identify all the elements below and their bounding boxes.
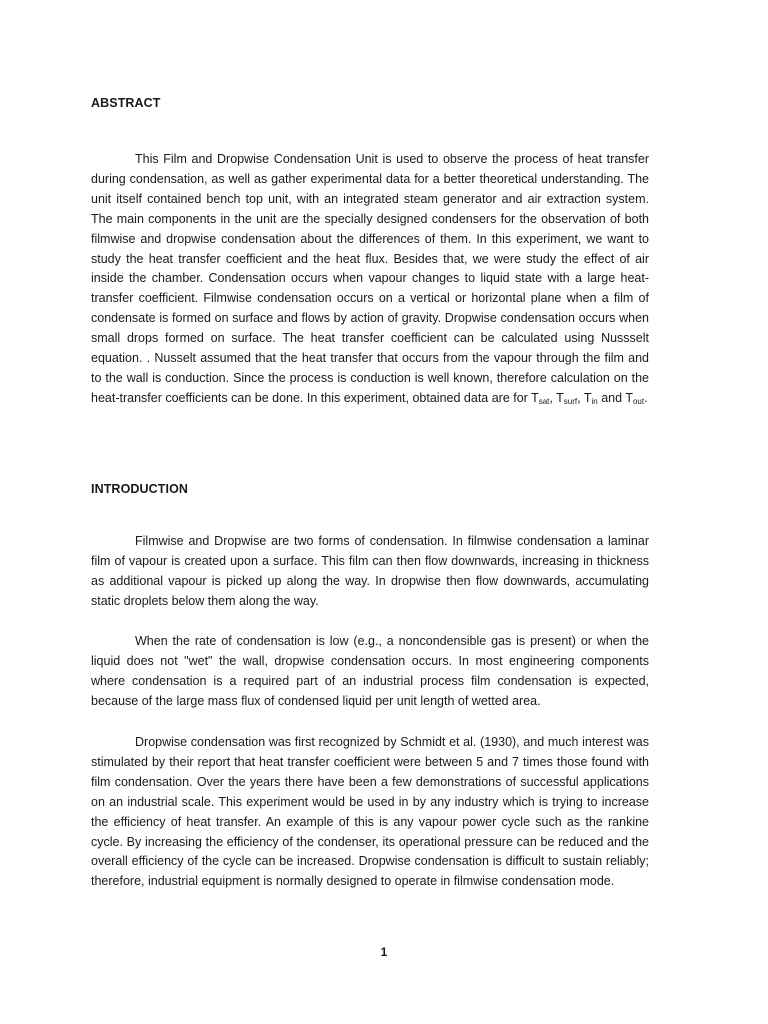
introduction-paragraph-1: Filmwise and Dropwise are two forms of condensation. In filmwise condensation a laminar film of vapour is created upon a surface. This film can then flow downwards, increasing in thickness as additional vapour is picked up along the way. In dropwise then flow downwards, accumulating static droplets below them along the way. — [91, 534, 649, 608]
abstract-heading: ABSTRACT — [91, 96, 161, 110]
variable-t-in: $T_{in}$ and — [583, 390, 626, 406]
abstract-paragraph — [91, 150, 649, 409]
variable-t-out: $T_{out}$. — [625, 390, 648, 406]
introduction-paragraph-2: When the rate of condensation is low (e.g., a noncondensible gas is present) or when the liquid does not "wet" the wall, dropwise condensation occurs. In most engineering components where condensation is a required part of an industrial process film condensation is expected, because of the large mass flux of condensed liquid per unit length of wetted area. — [91, 634, 649, 708]
variable-t-surf: $T_{surf}$, — [556, 390, 584, 406]
introduction-paragraph-3: Dropwise condensation was first recognized by Schmidt et al. (1930), and much interest was stimulated by their report that heat transfer coefficient were between 5 and 7 times those found with film condensation. Over the years there have been a few demonstrations of successful applications on an industrial scale. This experiment would be used in by any industry which is trying to increase the efficiency of heat transfer. An example of this is any vapour power cycle such as the rankine cycle. By increasing the efficiency of the condenser, its operational pressure can be reduced and the overall efficiency of the cycle can be increased. Dropwise condensation is difficult to sustain reliably; therefore, industrial equipment is normally designed to operate in filmwise condensation mode. — [91, 735, 649, 889]
page-number: 1 — [380, 945, 388, 959]
abstract-body-text: This Film and Dropwise Condensation Unit is used to observe the process of heat transfer during condensation, as well as gather experimental data for a better theoretical understanding. The unit itself contained bench top unit, with an integrated steam generator and air extraction system. The main components in the unit are the specially designed condensers for the observation of both filmwise and dropwise condensation about the differences of them. In this experiment, we want to study the heat transfer coefficient and the heat flux. Besides that, we were study the effect of air inside the chamber. Condensation occurs when vapour changes to liquid state with a large heat-transfer coefficient. Filmwise condensation occurs on a vertical or horizontal plane when a film of condensate is formed on surface and flows by action of gravity. Dropwise condensation occurs when small drops formed on surface. The heat transfer coefficient can be calculated using Nussselt equation. . Nusselt assumed that the heat transfer that occurs from the vapour through the film and to the wall is conduction. Since the process is conduction is well known, therefore calculation on the heat-transfer coefficients can be done. In this experiment, obtained data are for — [91, 152, 649, 405]
introduction-heading: INTRODUCTION — [91, 482, 189, 496]
variable-t-sat: $T_{sat}$, — [531, 390, 557, 406]
